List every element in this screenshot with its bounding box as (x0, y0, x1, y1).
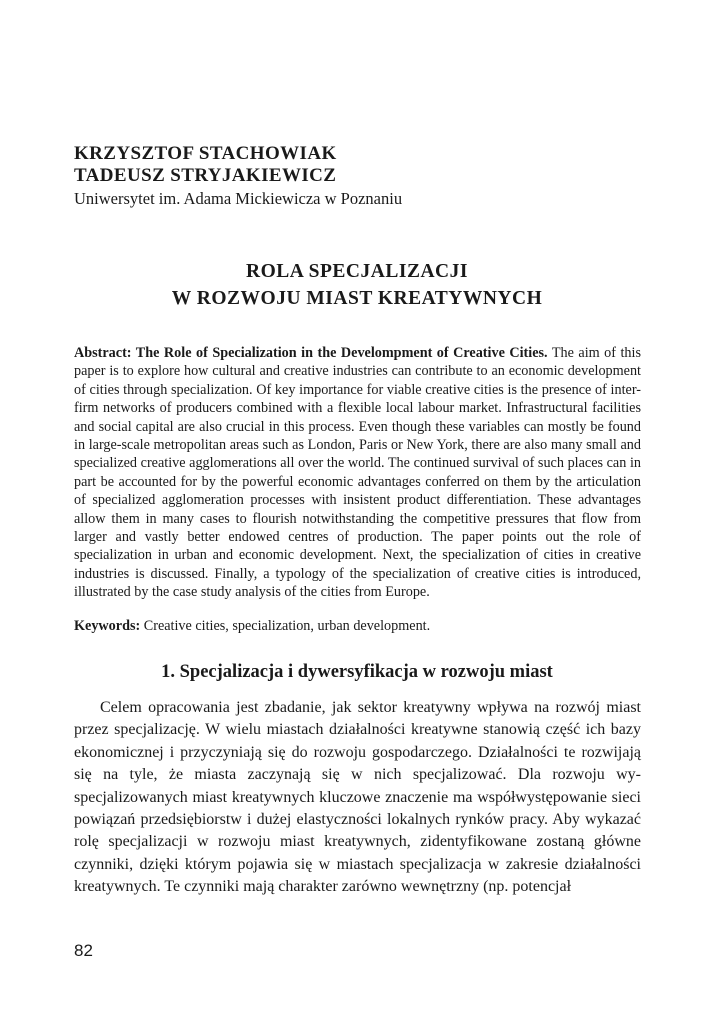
page-number: 82 (74, 941, 93, 960)
section-heading: 1. Specjalizacja i dywersyfikacja w rozwoju miast (161, 662, 553, 682)
keywords (74, 617, 641, 635)
abstract-lead: Abstract: The Role of Specialization in the Develompment of Creative Cities. (74, 345, 548, 361)
author-block (74, 143, 644, 210)
paper-title-line-1: ROLA SPECJALIZACJI (246, 261, 468, 282)
keywords-label: Keywords: (74, 618, 141, 634)
keywords-text: Creative cities, specialization, urban development. (140, 618, 431, 634)
paper-title-line-2: W ROZWOJU MIAST KREATYWNYCH (171, 288, 543, 309)
author-affiliation: Uniwersytet im. Adama Mickiewicza w Poznaniu (74, 189, 403, 208)
abstract (74, 344, 641, 602)
paper-title (74, 258, 640, 312)
author-name-1: KRZYSZTOF STACHOWIAK (74, 143, 337, 164)
abstract-text: The aim of this paper is to explore how cultural and creative industries can contribute to an economic development of cities through specialization. Of key importance for viable creative cities is the presence of inter-firm networks of producers combined with a flexible local labour market. Infrastructural facilities and social capital are also crucial in this process. Even though these variables can mostly be found in large-scale metropolitan areas such as London, Paris or New York, there are also many small and specialized creative agglomerations all over the world. The continued survival of such places can in part be accounted for by the powerful economic advantages conferred on them by the articulation of specialized agglomeration processes with insistent product differentiation. These advantages allow them in many cases to flourish notwithstanding the competitive pressures that flow from larger and vastly better endowed centres of production. The paper points out the role of specialization in urban and economic development. Next, the specialization of cities in creative industries is discussed. Finally, a typology of the specialization of creative cities is introduced, illustrated by the case study analysis of the cities from Europe. (74, 345, 641, 601)
author-name-2: TADEUSZ STRYJAKIEWICZ (74, 165, 337, 186)
body-paragraph: Celem opracowania jest zbadanie, jak sektor kreatywny wpływa na rozwój miast przez specjalizację. W wielu miastach działalności kreatywne stanowią część ich bazy ekonomicznej i przyczyniają się do rozwoju gospodarczego. Działalności te rozwijają się na tyle, że miasta zaczynają się w nich specjalizować. Dla rozwoju wyspecjalizowanych miast kreatywnych kluczowe znaczenie ma współwystępowanie sieci powiązań przedsiębiorstw i dużej elastyczności lokalnych rynków pracy. Aby wykazać rolę specjalizacji w rozwoju miast kreatywnych, zidentyfikowane zostaną główne czynniki, dzięki którym pojawia się w miastach specjalizacja w zakresie działalności kreatywnych. Te czynniki mają charakter zarówno wewnętrzny (np. potencjał (74, 699, 641, 896)
